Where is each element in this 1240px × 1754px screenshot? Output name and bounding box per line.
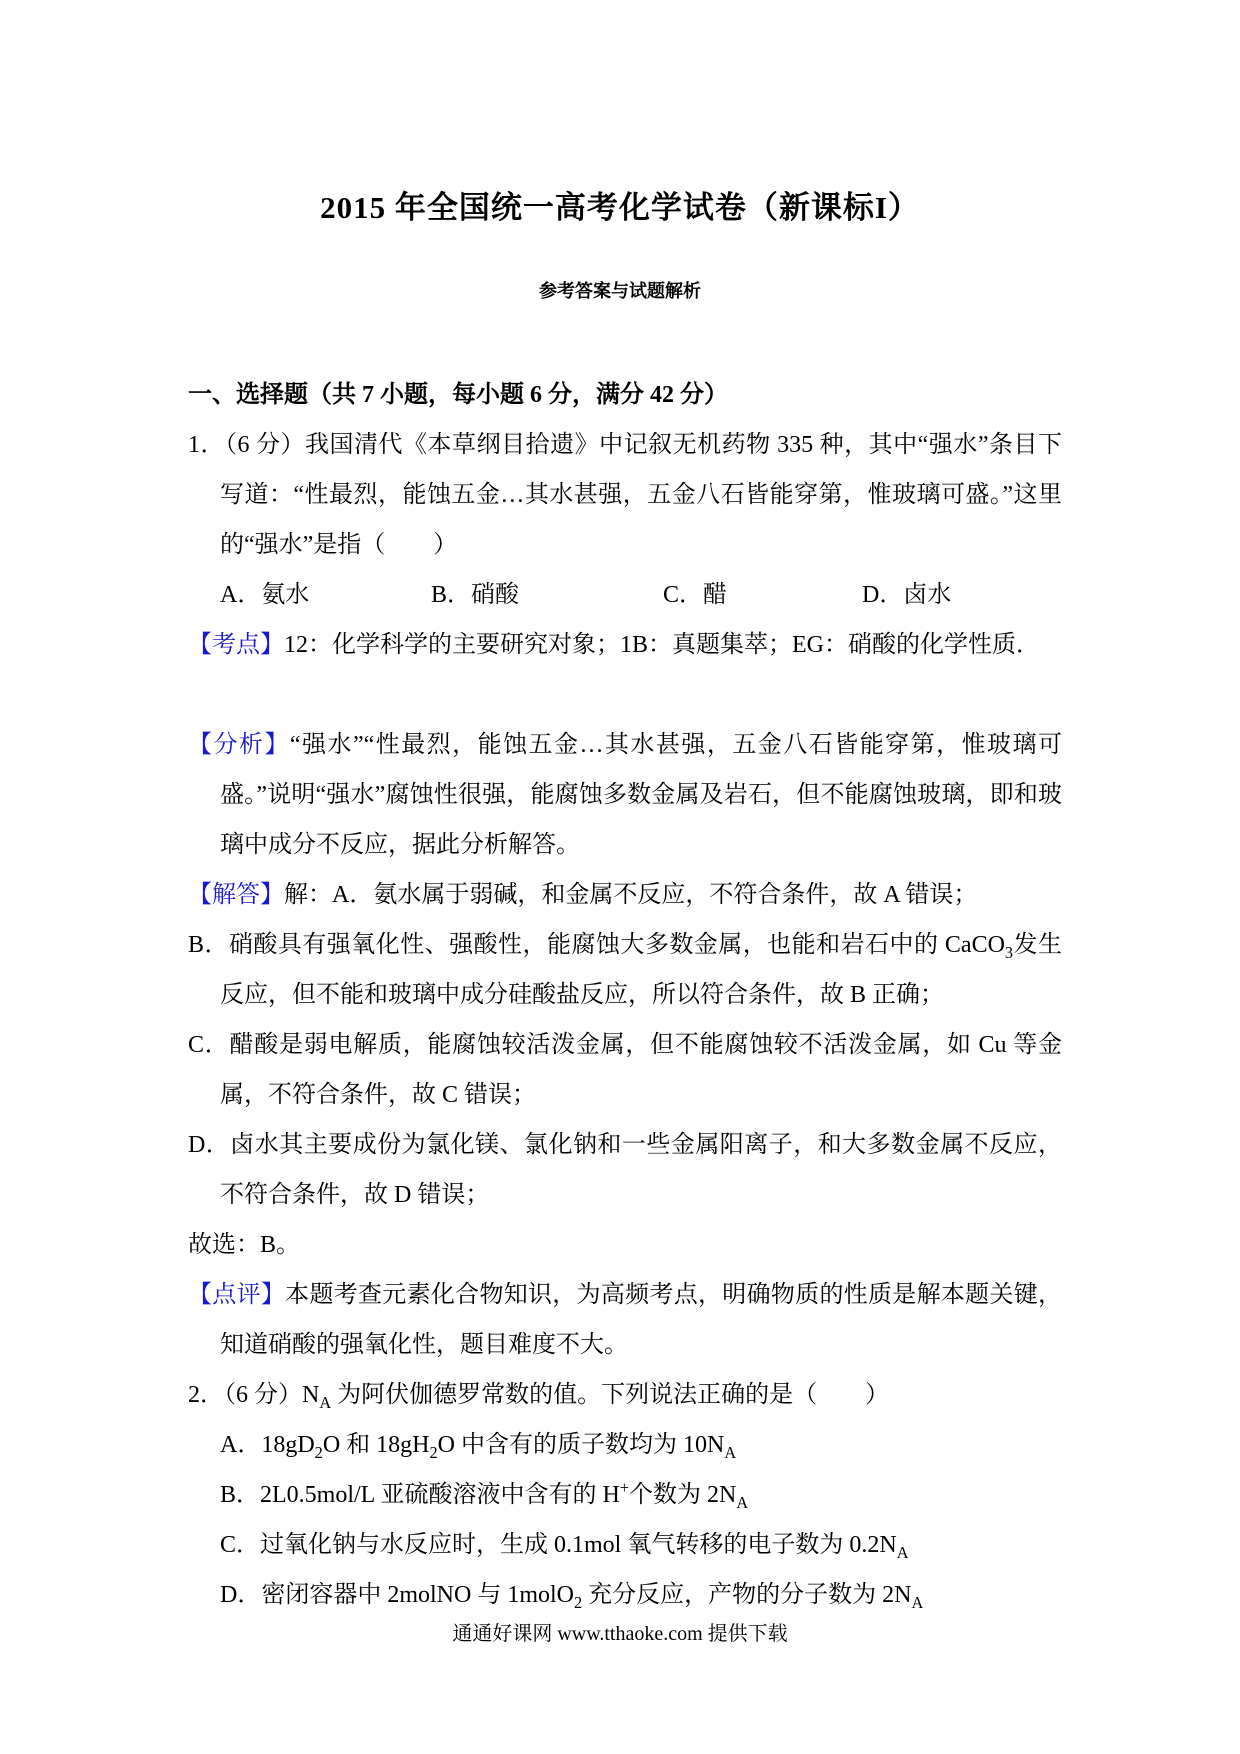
page-footer: 通通好课网 www.tthaoke.com 提供下载 <box>452 1623 788 1645</box>
page-subtitle: 参考答案与试题解析 <box>539 281 701 301</box>
analysis-paragraph <box>188 720 1062 870</box>
question-1-stem: 1．（6 分）我国清代《本草纲目拾遗》中记叙无机药物 335 种，其中“强水”条目下写道：“性最烈，能蚀五金…其水甚强，五金八石皆能穿第，惟玻璃可盛。”这里的“强水”是指（ ） <box>188 432 1062 558</box>
answer-option-d: D．卤水其主要成份为氯化镁、氯化钠和一些金属阳离子，和大多数金属不反应，不符合条件，故 D 错误； <box>188 1132 1062 1208</box>
question-2-option-a: A．$18gD_2O$ 和 $18gH_2O$ 中含有的质子数均为 $10N_A$ <box>220 1432 737 1462</box>
comment-text: 本题考查元素化合物知识，为高频考点，明确物质的性质是解本题关键，知道硝酸的强氧化性，题目难度不大。 <box>220 1282 1063 1358</box>
answer-option-c: C．醋酸是弱电解质，能腐蚀较活泼金属，但不能腐蚀较不活泼金属，如 Cu 等金属，不符合条件，故 C 错误； <box>188 1032 1062 1108</box>
kaodian-tag: 【考点】 <box>188 632 284 658</box>
analysis-text: “强水”“性最烈，能蚀五金…其水甚强，五金八石皆能穿第，惟玻璃可盛。”说明“强水”腐蚀性很强，能腐蚀多数金属及岩石，但不能腐蚀玻璃，即和玻璃中成分不反应，据此分析解答。 <box>220 732 1062 858</box>
question-2-stem: 2．（6 分）$N_A$ 为阿伏伽德罗常数的值。下列说法正确的是（ ） <box>188 1382 890 1412</box>
kaodian-text: 12：化学科学的主要研究对象；1B：真题集萃；EG：硝酸的化学性质． <box>284 632 1040 658</box>
comment-tag: 【点评】 <box>188 1282 286 1308</box>
question-1-option-a: A．氨水 <box>220 582 310 608</box>
answer-option-b: B．硝酸具有强氧化性、强酸性，能腐蚀大多数金属，也能和岩石中的 CaCO$_3$发生反应，但不能和玻璃中成分硅酸盐反应，所以符合条件，故 B 正确； <box>188 932 1062 1008</box>
section-heading: 一、选择题（共 7 小题，每小题 6 分，满分 42 分） <box>188 382 728 408</box>
question-1-options <box>188 570 1062 620</box>
question-1-option-c: C．醋 <box>663 582 728 608</box>
analysis-tag: 【分析】 <box>188 732 290 758</box>
page-title: 2015 年全国统一高考化学试卷（新课标I） <box>320 190 920 225</box>
question-2-option-c: C．过氧化钠与水反应时，生成 0.1mol 氧气转移的电子数为 $0.2N_A$ <box>220 1532 909 1562</box>
answer-intro-text: 解：A．氨水属于弱碱，和金属不反应，不符合条件，故 A 错误； <box>284 882 978 908</box>
kaodian-line <box>188 620 1062 670</box>
blank-line <box>188 670 1062 720</box>
answer-intro <box>188 870 1062 920</box>
document-body <box>188 370 1062 1620</box>
answer-conclusion: 故选：B。 <box>188 1232 301 1258</box>
comment-paragraph <box>188 1270 1062 1370</box>
answer-tag: 【解答】 <box>188 882 284 908</box>
question-2-option-b: B．2L0.5mol/L 亚硫酸溶液中含有的 H+个数为 $2N_A$ <box>220 1478 749 1512</box>
question-1-option-d: D．卤水 <box>862 582 952 608</box>
question-2-option-d: D．密闭容器中 2molNO 与 1molO$_2$ 充分反应，产物的分子数为 $2N_A$ <box>220 1582 924 1612</box>
question-1-option-b: B．硝酸 <box>431 582 520 608</box>
